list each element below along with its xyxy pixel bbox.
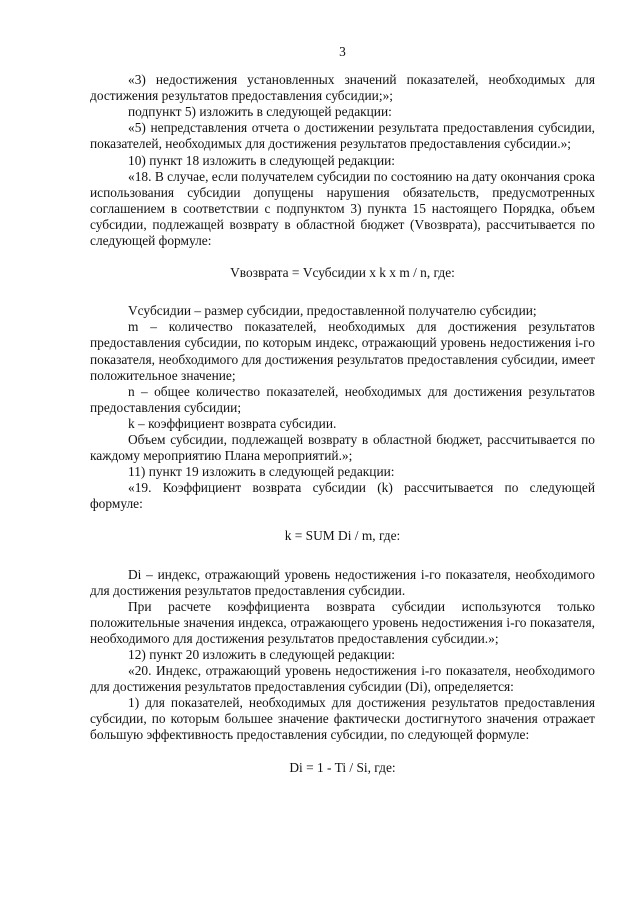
paragraph-clause-19: «19. Коэффициент возврата субсидии (k) рассчитывается по следующей формуле: [90, 480, 595, 512]
paragraph-clause-18: «18. В случае, если получателем субсидии по состоянию на дату окончания срока использования субсидии допущены нарушения обязательств, предусмотренных соглашением в соответствии с подпунктом 3) пункта 15 настоящего Порядка, объем субсидии, подлежащей возврату в областной бюджет (Vвозврата), рассчитывается по следующей формуле: [90, 168, 595, 249]
definition-di: Di – индекс, отражающий уровень недостижения i-го показателя, необходимого для достижения результатов предоставления субсидии. [90, 566, 595, 598]
paragraph-refund-volume-note: Объем субсидии, подлежащей возврату в областной бюджет, рассчитывается по каждому мероприятию Плана мероприятий.»; [90, 431, 595, 464]
formula-index-di: Di = 1 - Ti / Si, где: [289, 759, 396, 775]
definition-v-subsidy: Vсубсидии – размер субсидии, предоставленной получателю субсидии; [128, 303, 537, 319]
spacer [90, 545, 595, 567]
formula-refund-volume: Vвозврата = Vсубсидии x k x m / n, где: [230, 265, 455, 281]
definition-m: m – количество показателей, необходимых для достижения результатов предоставления субсидии, по которым индекс, отражающий уровень недостижения i-го показателя, необходимого для достижения результатов предоставления субсидии, имеет положительное значение; [90, 319, 595, 383]
paragraph-positive-values-note: При расчете коэффициента возврата субсидии используются только положительные значения индекса, отражающего уровень недостижения i-го показателя, необходимого для достижения результатов предоставления субсидии.»; [90, 598, 595, 646]
spacer [90, 512, 595, 528]
paragraph-subitem-5-intro: подпункт 5) изложить в следующей редакции: [128, 104, 392, 120]
paragraph-item-5: «5) непредставления отчета о достижении результата предоставления субсидии, показателей, необходимых для достижения результатов предоставления субсидии.»; [90, 120, 595, 152]
paragraph-item-12: 12) пункт 20 изложить в следующей редакции: [128, 647, 396, 662]
definition-k: k – коэффициент возврата субсидии. [128, 415, 337, 431]
formula-coefficient-k: k = SUM Di / m, где: [284, 528, 401, 544]
spacer [90, 249, 595, 265]
paragraph-item-10: 10) пункт 18 изложить в следующей редакции: [128, 152, 396, 168]
spacer [90, 281, 595, 303]
page-number: 3 [339, 44, 346, 59]
paragraph-clause-20: «20. Индекс, отражающий уровень недостижения i-го показателя, необходимого для достижения результатов предоставления субсидии (Di), определяется: [90, 663, 595, 695]
paragraph-item-3: «3) недостижения установленных значений показателей, необходимых для достижения результатов предоставления субсидии;»; [90, 72, 595, 104]
paragraph-subitem-1: 1) для показателей, необходимых для достижения результатов предоставления субсидии, по которым большее значение фактически достигнутого значения отражает большую эффективность предоставления субсидии, по следующей формуле: [90, 695, 595, 743]
spacer [90, 744, 595, 760]
document-page [90, 44, 595, 776]
paragraph-item-11: 11) пункт 19 изложить в следующей редакции: [128, 464, 395, 480]
definition-n: n – общее количество показателей, необходимых для достижения результатов предоставления субсидии; [90, 383, 595, 415]
